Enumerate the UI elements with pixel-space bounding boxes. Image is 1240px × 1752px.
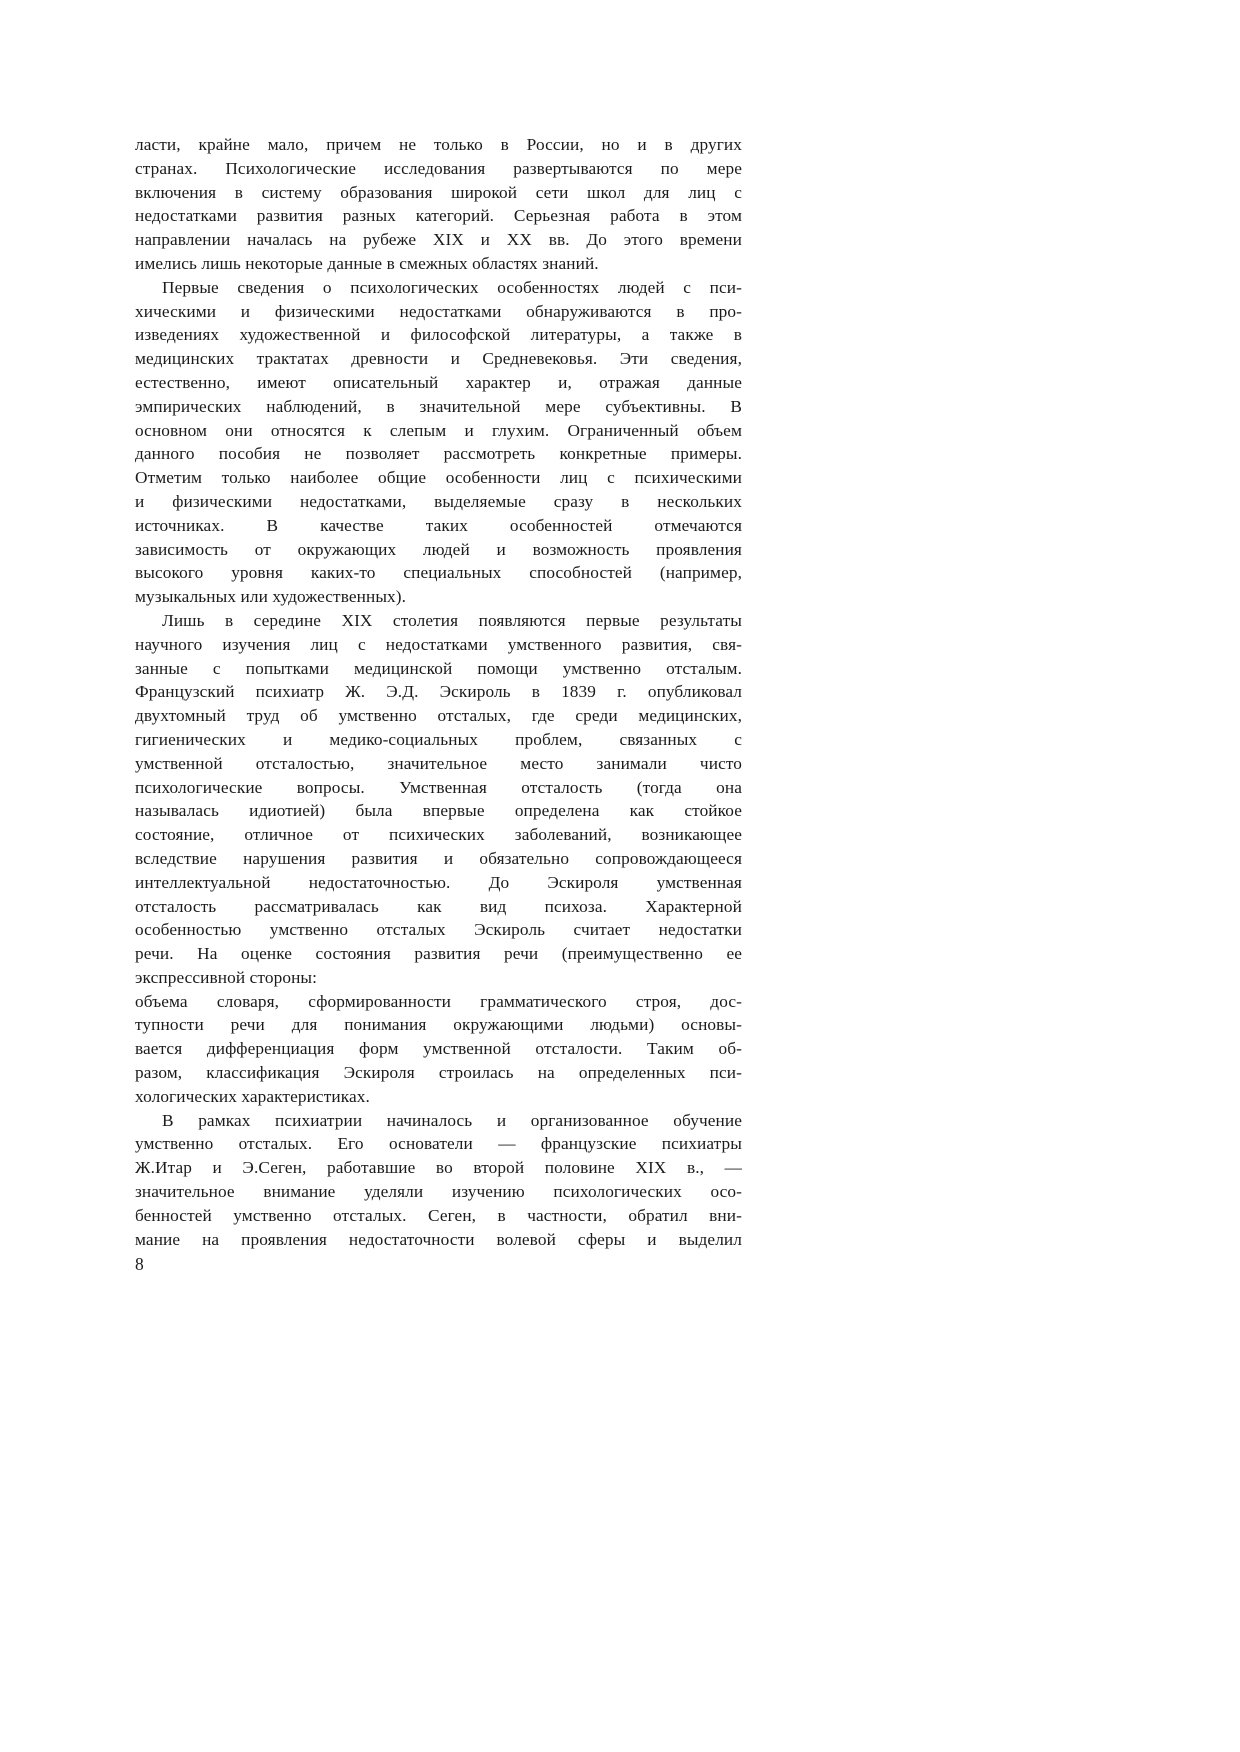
paragraph: [135, 1109, 742, 1252]
text-line: отсталость рассматривалась как вид психоза. Характерной: [135, 896, 742, 916]
text-line: называлась идиотией) была впервые определена как стойкое: [135, 801, 742, 821]
text-line: научного изучения лиц с недостатками умственного развития, свя-: [135, 634, 742, 654]
text-line: высокого уровня каких-то специальных способностей (например,: [135, 563, 742, 583]
text-line: гигиенических и медико-социальных проблем, связанных с: [135, 729, 742, 749]
text-line: естественно, имеют описательный характер и, отражая данные: [135, 372, 742, 392]
text-line: недостатками развития разных категорий. Серьезная работа в этом: [135, 206, 742, 226]
text-line: состояние, отличное от психических заболеваний, возникающее: [135, 825, 742, 845]
text-line: значительное внимание уделяли изучению психологических осо-: [135, 1182, 742, 1202]
paragraph: [135, 990, 742, 1109]
text-line: Отметим только наиболее общие особенности лиц с психическими: [135, 468, 742, 488]
paragraph: [135, 133, 742, 276]
text-line: медицинских трактатах древности и Средневековья. Эти сведения,: [135, 349, 742, 369]
text-line: речи. На оценке состояния развития речи (преимущественно ее: [135, 944, 742, 964]
text-line: двухтомный труд об умственно отсталых, где среди медицинских,: [135, 706, 742, 726]
text-line: музыкальных или художественных).: [135, 587, 407, 607]
text-line: странах. Психологические исследования развертываются по мере: [135, 158, 742, 178]
text-line: умственно отсталых. Его основатели — французские психиатры: [135, 1134, 742, 1154]
paragraph: [135, 609, 742, 990]
text-line: Французский психиатр Ж. Э.Д. Эскироль в 1839 г. опубликовал: [135, 682, 742, 702]
text-line: В рамках психиатрии начиналось и организованное обучение: [162, 1110, 742, 1130]
text-line: мание на проявления недостаточности волевой сферы и выделил: [135, 1229, 742, 1249]
text-block: [135, 133, 742, 1251]
text-line: Первые сведения о психологических особенностях людей с пси-: [162, 277, 742, 297]
text-line: Лишь в середине XIX столетия появляются первые результаты: [162, 610, 742, 630]
text-line: умственной отсталостью, значительное место занимали чисто: [135, 753, 742, 773]
text-line: и физическими недостатками, выделяемые сразу в нескольких: [135, 491, 742, 511]
text-line: имелись лишь некоторые данные в смежных областях знаний.: [135, 253, 599, 273]
text-line: основном они относятся к слепым и глухим. Ограниченный объем: [135, 420, 742, 440]
text-line: занные с попытками медицинской помощи умственно отсталым.: [135, 658, 742, 678]
text-line: данного пособия не позволяет рассмотреть конкретные примеры.: [135, 444, 742, 464]
text-line: вается дифференциация форм умственной отсталости. Таким об-: [135, 1039, 742, 1059]
text-line: бенностей умственно отсталых. Сеген, в частности, обратил вни-: [135, 1205, 742, 1225]
text-line: эмпирических наблюдений, в значительной мере субъективны. В: [135, 396, 742, 416]
text-line: ласти, крайне мало, причем не только в России, но и в других: [135, 135, 742, 154]
text-line: экспрессивной стороны:: [135, 967, 318, 987]
text-line: объема словаря, сформированности грамматического строя, дос-: [135, 991, 742, 1011]
text-line: включения в систему образования широкой сети школ для лиц с: [135, 182, 742, 202]
paragraph: [135, 276, 742, 609]
text-line: особенностью умственно отсталых Эскироль считает недостатки: [135, 920, 742, 940]
text-line: вследствие нарушения развития и обязательно сопровождающееся: [135, 848, 742, 868]
text-line: направлении началась на рубеже XIX и XX вв. До этого времени: [135, 230, 742, 250]
text-line: хологических характеристиках.: [135, 1086, 370, 1106]
text-line: психологические вопросы. Умственная отсталость (тогда она: [135, 777, 742, 797]
text-line: хическими и физическими недостатками обнаруживаются в про-: [135, 301, 742, 321]
page-number: 8: [135, 1254, 144, 1274]
text-line: зависимость от окружающих людей и возможность проявления: [135, 539, 742, 559]
text-line: разом, классификация Эскироля строилась на определенных пси-: [135, 1063, 742, 1083]
text-line: Ж.Итар и Э.Сеген, работавшие во второй половине XIX в., —: [135, 1158, 742, 1178]
text-line: интеллектуальной недостаточностью. До Эскироля умственная: [135, 872, 742, 892]
text-line: источниках. В качестве таких особенностей отмечаются: [135, 515, 742, 535]
text-line: изведениях художественной и философской литературы, а также в: [135, 325, 742, 345]
text-line: тупности речи для понимания окружающими людьми) основы-: [135, 1015, 742, 1035]
